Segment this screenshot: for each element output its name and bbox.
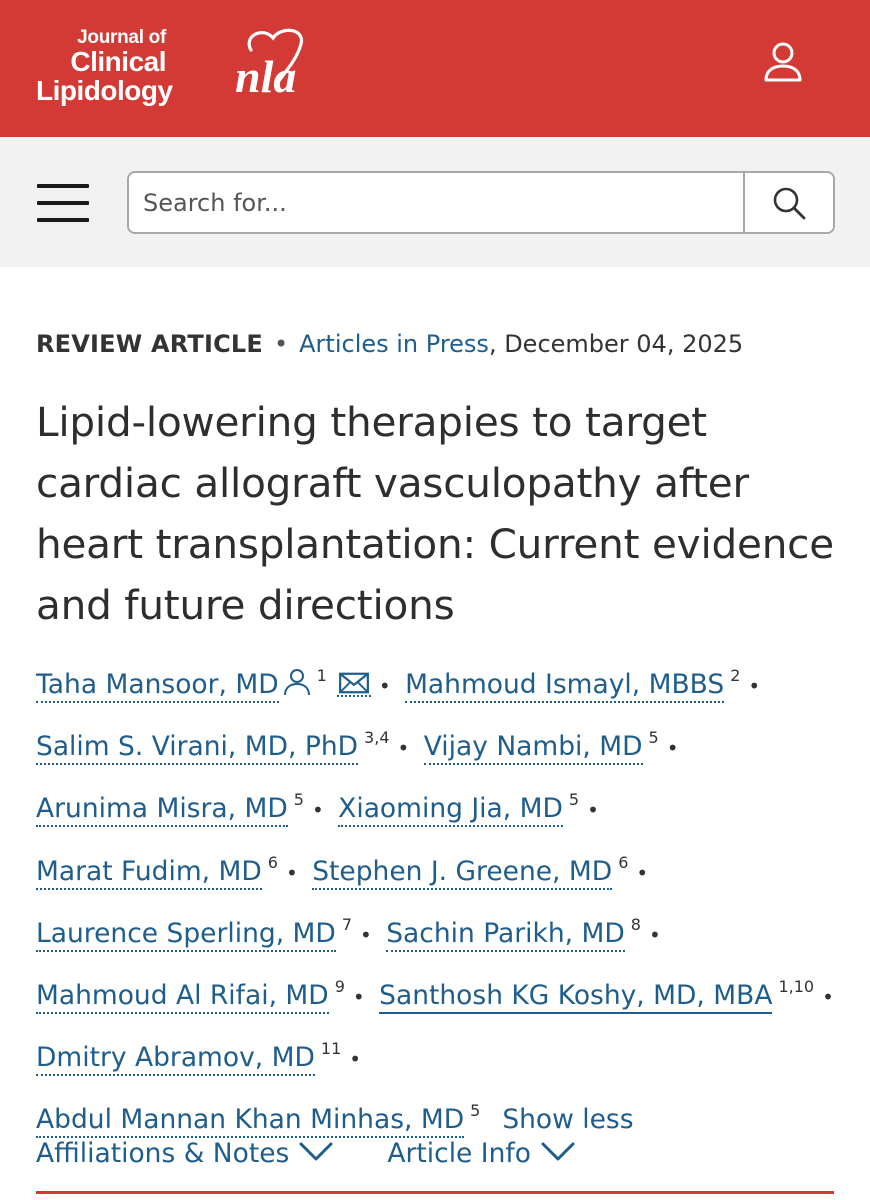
author-separator: • [349, 1047, 362, 1072]
author-name[interactable]: Abdul Mannan Khan Minhas, MD [36, 1104, 464, 1138]
mail-icon[interactable] [337, 671, 371, 697]
author-item [36, 914, 378, 949]
journal-logo-line3: Lipidology [36, 75, 173, 106]
journal-logo-line1: Journal of [77, 27, 166, 48]
chevron-down-icon [299, 1142, 333, 1162]
author-separator: • [822, 985, 834, 1010]
author-separator: • [352, 985, 365, 1010]
search-box [127, 171, 835, 234]
person-icon [283, 668, 311, 696]
nla-logo[interactable] [233, 24, 329, 104]
article-info-toggle[interactable] [387, 1138, 575, 1169]
affiliation-number: 2 [730, 666, 741, 685]
affiliation-number: 11 [320, 1039, 342, 1059]
article-type: REVIEW ARTICLE [36, 330, 263, 358]
author-name[interactable]: Sachin Parikh, MD [386, 918, 625, 952]
author-name[interactable]: Laurence Sperling, MD [36, 918, 336, 952]
article-title: Lipid-lowering therapies to target cardiac allograft vasculopathy after heart transplantation: Current evidence and future directions [36, 398, 834, 629]
affiliation-number: 5 [568, 790, 580, 810]
author-separator: • [636, 860, 649, 885]
author-item [423, 728, 685, 763]
author-separator: • [397, 736, 410, 761]
author-item [405, 666, 766, 700]
author-item [36, 852, 304, 887]
author-item [312, 852, 654, 887]
author-item [36, 666, 397, 700]
author-item [386, 914, 667, 949]
affiliation-number: 7 [341, 914, 352, 934]
author-separator: • [666, 736, 679, 761]
menu-icon[interactable] [37, 184, 89, 222]
journal-logo[interactable] [36, 27, 173, 106]
author-name[interactable]: Salim S. Virani, MD, PhD [36, 731, 358, 765]
author-name[interactable]: Arunima Misra, MD [36, 793, 288, 827]
site-header [0, 0, 870, 137]
affiliation-number: 8 [630, 914, 641, 934]
author-separator: • [285, 860, 298, 885]
affiliation-number: 1,10 [778, 977, 815, 997]
show-less-link[interactable]: Show less [502, 1104, 634, 1136]
author-separator: • [360, 922, 372, 947]
author-separator: • [748, 674, 761, 698]
author-item [36, 977, 371, 1012]
author-item [338, 790, 605, 825]
search-icon [771, 185, 807, 221]
author-name[interactable]: Taha Mansoor, MD [36, 669, 279, 703]
author-name[interactable]: Xiaoming Jia, MD [338, 793, 563, 827]
author-name[interactable]: Dmitry Abramov, MD [36, 1042, 315, 1076]
publication-date: , December 04, 2025 [488, 330, 744, 358]
author-list [36, 650, 856, 1147]
article-accordions [36, 1138, 575, 1169]
affiliation-number: 5 [648, 728, 659, 748]
author-separator: • [587, 798, 599, 823]
affiliation-number: 1 [316, 666, 327, 685]
meta-separator: • [273, 330, 289, 358]
author-item [36, 1101, 634, 1136]
author-item [36, 1039, 367, 1074]
affiliation-number: 5 [293, 790, 304, 810]
search-input[interactable] [129, 173, 743, 232]
menu-icon-line [37, 218, 89, 222]
author-separator: • [311, 798, 324, 823]
author-name[interactable]: Vijay Nambi, MD [424, 731, 643, 765]
menu-icon-line [37, 201, 89, 205]
author-item [36, 728, 415, 763]
author-name[interactable]: Marat Fudim, MD [36, 856, 262, 890]
article-info-label: Article Info [387, 1138, 531, 1169]
nla-logo-text: nla [235, 51, 297, 102]
affiliation-number: 5 [470, 1101, 481, 1121]
affiliations-notes-label: Affiliations & Notes [36, 1138, 290, 1169]
author-item [36, 790, 330, 825]
section-divider [36, 1191, 834, 1194]
affiliation-number: 9 [334, 977, 345, 997]
affiliation-number: 6 [267, 852, 278, 872]
author-name[interactable]: Santhosh KG Koshy, MD, MBA [379, 980, 772, 1014]
article-meta [36, 330, 743, 358]
journal-logo-line2: Clinical [70, 46, 166, 77]
user-icon[interactable] [762, 40, 804, 84]
chevron-down-icon [541, 1142, 575, 1162]
search-button[interactable] [743, 173, 833, 232]
affiliation-number: 6 [618, 852, 629, 872]
menu-icon-line [37, 184, 89, 188]
affiliations-notes-toggle[interactable] [36, 1138, 333, 1169]
author-separator: • [378, 674, 391, 698]
affiliation-number: 3,4 [364, 728, 390, 748]
author-name[interactable]: Stephen J. Greene, MD [312, 856, 612, 890]
author-name[interactable]: Mahmoud Ismayl, MBBS [405, 669, 724, 703]
author-name[interactable]: Mahmoud Al Rifai, MD [36, 980, 329, 1014]
author-separator: • [648, 922, 661, 947]
articles-in-press-link[interactable]: Articles in Press [299, 330, 489, 358]
author-item [379, 977, 840, 1012]
